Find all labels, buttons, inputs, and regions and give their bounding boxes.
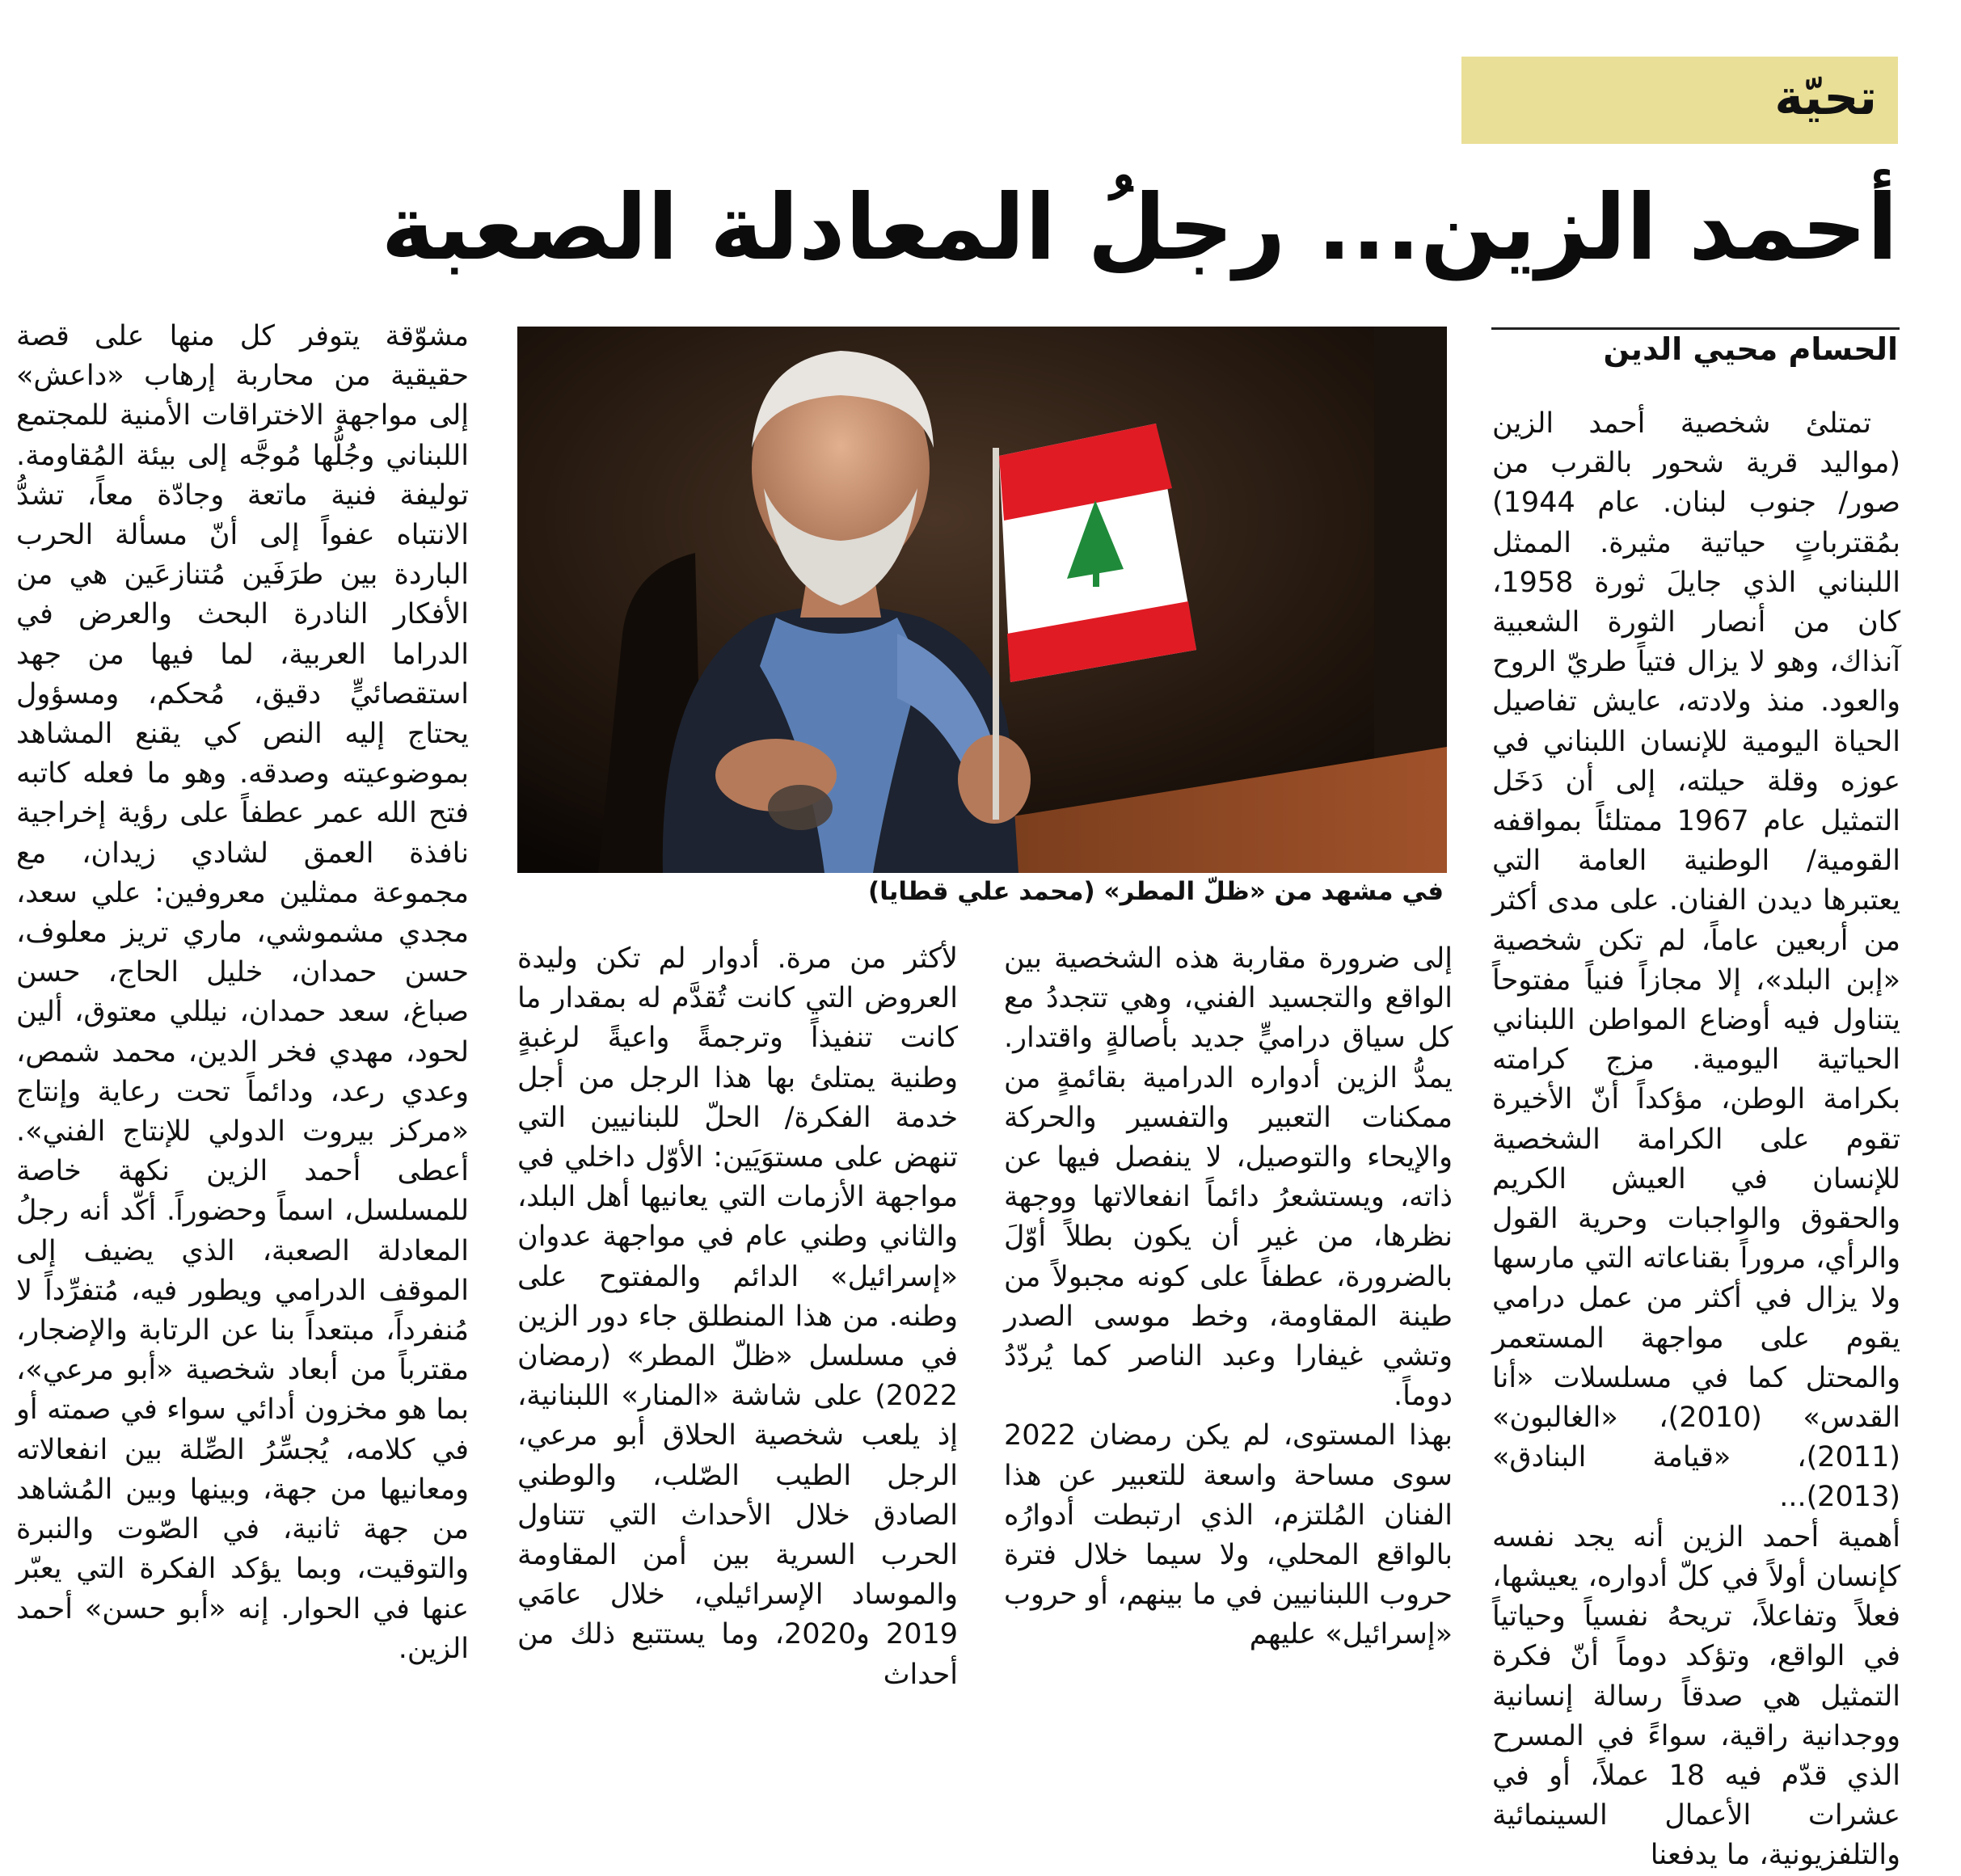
byline-rule <box>1491 327 1900 330</box>
article-column-2 <box>1004 939 1453 1677</box>
paragraph: مشوّقة يتوفر كل منها على قصة حقيقية من محاربة إرهاب «داعش» إلى مواجهة الاختراقات الأمنية للمجتمع اللبناني وجُلُّها مُوجَّه إلى بيئة المُقاومة. توليفة فنية ماتعة وجادّة معاً، تشدُّ الانتباه عفواً إلى أنّ مسألة الحرب الباردة بين طرَفَين مُتنازعَين هي من الأفكار النادرة البحث والعرض في الدراما العربية، لما فيها من جهد استقصائيٍّ دقيق، مُحكم، ومسؤول يحتاج إليه النص كي يقنع المشاهد بموضوعيته وصدقه. وهو ما فعله كاتبه فتح الله عمر عطفاً على رؤية إخراجية نافذة العمق لشادي زيدان، مع مجموعة ممثلين معروفين: علي سعد، مجدي مشموشي، ماري تريز معلوف، حسن حمدان، خليل الحاج، حسن صباغ، سعد حمدان، نيللي معتوق، ألين لحود، مهدي فخر الدين، محمد شمص، وعدي رعد، ودائماً تحت رعاية وإنتاج «مركز بيروت الدولي للإنتاج الفني». أعطى أحمد الزين نكهة خاصة للمسلسل، اسماً وحضوراً. أكّد أنه رجلُ المعادلة الصعبة، الذي يضيف إلى الموقف الدرامي ويطور فيه، مُتفرِّداً لا مُنفرداً، مبتعداً بنا عن الرتابة والإضجار، مقترباً من أبعاد شخصية «أبو مرعي»، بما هو مخزون أدائي سواء في صمته أو في كلامه، يُجسِّرُ الصِّلة بين انفعالاته ومعانيها من جهة، وبينها وبين المُشاهد من جهة ثانية، في الصّوت والنبرة والتوقيت، وبما يؤكد الفكرة التي يعبّر عنها في الحوار. إنه «أبو حسن» أحمد الزين. <box>16 320 469 1665</box>
article-photo <box>517 327 1447 873</box>
section-label: تحيّة <box>1774 70 1877 126</box>
article-column-3 <box>517 939 958 1691</box>
flag-pole <box>993 448 999 820</box>
paragraph: بهذا المستوى، لم يكن رمضان 2022 سوى مساحة واسعة للتعبير عن هذا الفنان المُلتزم، الذي ارتبطت أدوارُه بالواقع المحلي، ولا سيما خلال فترة حروب اللبنانيين في ما بينهم، أو حروب «إسرائيل» عليهم <box>1004 1419 1453 1651</box>
paragraph: إلى ضرورة مقاربة هذه الشخصية بين الواقع والتجسيد الفني، وهي تتجددُ مع كل سياق دراميٍّ جديد بأصالةٍ واقتدار. يمدُّ الزين أدواره الدرامية بقائمةٍ من ممكنات التعبير والتفسير والحركة والإيحاء والتوصيل، لا ينفصل فيها عن ذاته، ويستشعرُ دائماً انفعالاتها ووجهة نظرها، من غير أن يكون بطلاً أوّلَ بالضرورة، عطفاً على كونه مجبولاً من طينة المقاومة، وخط موسى الصدر وتشي غيفارا وعبد الناصر كما يُردّدُ دوماً. <box>1004 942 1453 1413</box>
paragraph: تمتلئ شخصية أحمد الزين (مواليد قرية شحور بالقرب من صور/ جنوب لبنان. عام 1944) بمُقترباتٍ حياتية مثيرة. الممثل اللبناني الذي جايلَ ثورة 1958، كان من أنصار الثورة الشعبية آنذاك، وهو لا يزال فتياً طريّ الروح والعود. منذ ولادته، عايش تفاصيل الحياة اليومية للإنسان اللبناني في عوزه وقلة حيلته، إلى أن دَخَل التمثيل عام 1967 ممتلئاً بمواقفه القومية/ الوطنية العامة التي يعتبرها ديدن الفنان. على مدى أكثر من أربعين عاماً، لم تكن شخصية «إبن البلد»، إلا مجازاً فنياً مفتوحاً يتناول فيه أوضاع المواطن اللبناني الحياتية اليومية. مزج كرامته بكرامة الوطن، مؤكداً أنّ الأخيرة تقوم على الكرامة الشخصية للإنسان في العيش الكريم والحقوق والواجبات وحرية القول والرأي، مروراً بقناعاته التي مارسها ولا يزال في أكثر من عمل درامي يقوم على مواجهة المستعمر والمحتل كما في مسلسلات «أنا القدس» (2010)، «الغالبون» (2011)، «قيامة البنادق» (2013)... <box>1492 407 1900 1514</box>
photo-illustration <box>517 327 1447 873</box>
article-column-1 <box>1492 404 1900 1872</box>
photo-caption: في مشهد من «ظلّ المطر» (محمد علي قطايا) <box>867 877 1444 906</box>
paragraph: لأكثر من مرة. أدوار لم تكن وليدة العروض التي كانت تُقدَّم له بمقدار ما كانت تنفيذاً وترجمةً واعيةً لرغبةٍ وطنية يمتلئ بها هذا الرجل من أجل خدمة الفكرة/ الحلّ للبنانيين التي تنهض على مستوَيَين: الأوّل داخلي في مواجهة الأزمات التي يعانيها أهل البلد، والثاني وطني عام في مواجهة عدوان «إسرائيل» الدائم والمفتوح على وطنه. من هذا المنطلق جاء دور الزين في مسلسل «ظلّ المطر» (رمضان 2022) على شاشة «المنار» اللبنانية، إذ يلعب شخصية الحلاق أبو مرعي، الرجل الطيب الصّلب، والوطني الصادق خلال الأحداث التي تتناول الحرب السرية بين أمن المقاومة والموساد الإسرائيلي، خلال عامَي 2019 و2020، وما يستتبع ذلك من أحداث <box>517 942 958 1691</box>
article-column-4 <box>16 317 469 1677</box>
byline: الحسام محيي الدين <box>1603 331 1898 367</box>
paragraph: أهمية أحمد الزين أنه يجد نفسه كإنسان أولاً في كلّ أدواره، يعيشها، فعلاً وتفاعلاً، تريحهُ نفسياً وحياتياً في الواقع، وتؤكد دوماً أنّ فكرة التمثيل هي صدقاً رسالة إنسانية ووجدانية راقية، سواءً في المسرح الذي قدّم فيه 18 عملاً، أو في عشرات الأعمال السينمائية والتلفزيونية، ما يدفعنا <box>1492 1520 1900 1872</box>
headline: أحمد الزين... رجلُ المعادلة الصعبة <box>381 175 1898 280</box>
section-tag <box>1461 57 1898 144</box>
